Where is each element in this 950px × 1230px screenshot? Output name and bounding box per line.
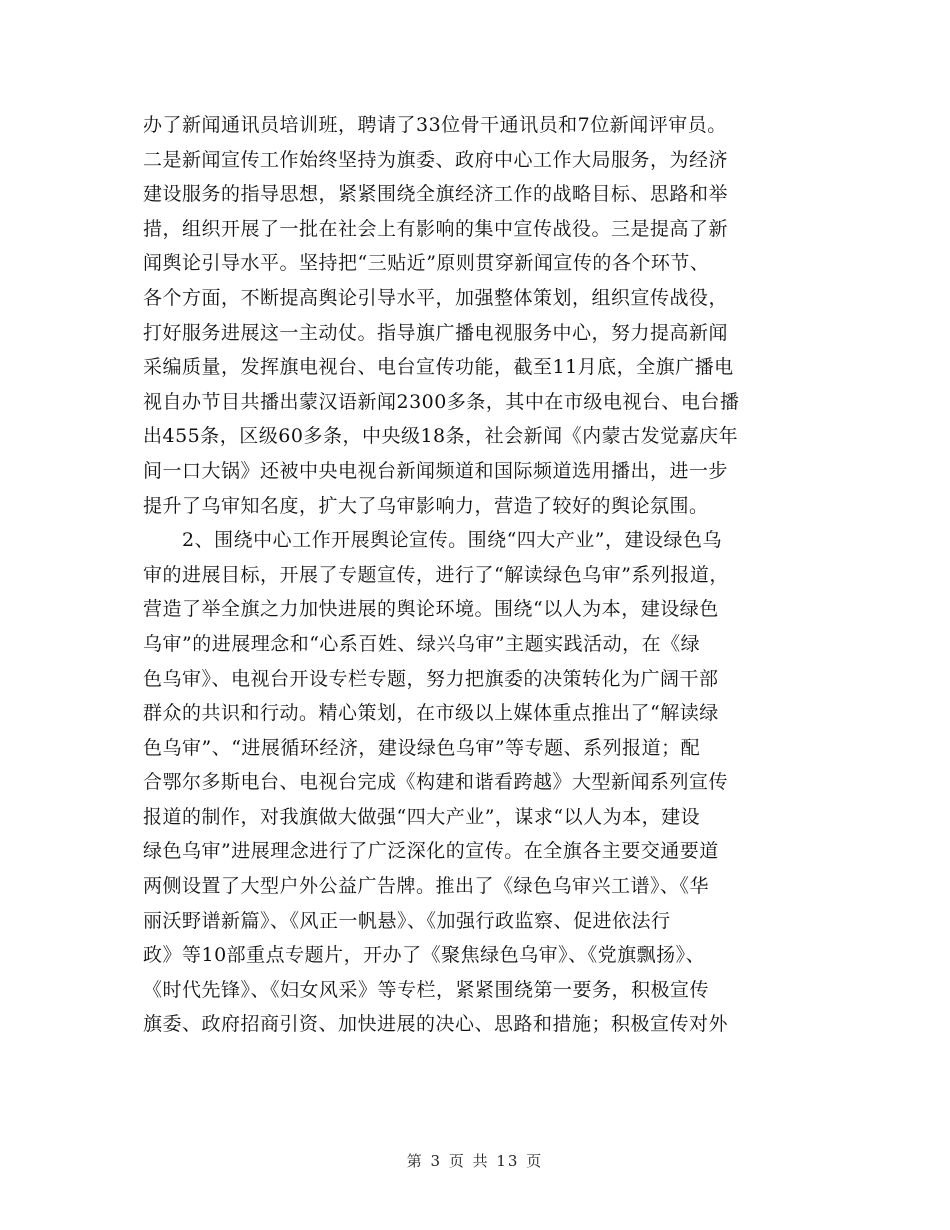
- text-line: 审的进展目标，开展了专题宣传，进行了“解读绿色乌审”系列报道，: [143, 563, 729, 586]
- text-line: 乌审”的进展理念和“心系百姓、绿兴乌审”主题实践活动，在《绿: [143, 632, 701, 655]
- text-line: 闻舆论引导水平。坚持把“三贴近”原则贯穿新闻宣传的各个环节、: [143, 252, 710, 275]
- text-line: 采编质量，发挥旗电视台、电台宣传功能，截至11月底，全旗广播电: [143, 356, 734, 379]
- text-line: 各个方面，不断提高舆论引导水平，加强整体策划，组织宣传战役，: [143, 286, 729, 309]
- text-line: 政》等10部重点专题片，开办了《聚焦绿色乌审》、《党旗飘扬》、: [143, 944, 706, 967]
- text-line: 色乌审》、电视台开设专栏专题，努力把旗委的决策转化为广阔干部: [143, 667, 719, 690]
- text-line: 绿色乌审”进展理念进行了广泛深化的宣传。在全旗各主要交通要道: [143, 840, 719, 863]
- text-line: 群众的共识和行动。精心策划，在市级以上媒体重点推出了“解读绿: [143, 702, 719, 725]
- page-number-footer: 第 3 页 共 13 页: [406, 1152, 544, 1170]
- text-line: 出455条，区级60多条，中央级18条，社会新闻《内蒙古发觉嘉庆年: [143, 425, 739, 448]
- text-line: 办了新闻通讯员培训班，聘请了33位骨干通讯员和7位新闻评审员。: [143, 114, 727, 136]
- text-line: 打好服务进展这一主动仗。指导旗广播电视服务中心，努力提高新闻: [143, 321, 729, 344]
- text-line: 间一口大锅》还被中央电视台新闻频道和国际频道选用播出，进一步: [143, 459, 729, 482]
- text-line: 建设服务的指导思想，紧紧围绕全旗经济工作的战略目标、思路和举: [143, 183, 729, 206]
- text-line: 二是新闻宣传工作始终坚持为旗委、政府中心工作大局服务，为经济: [143, 148, 729, 171]
- body-text: [143, 108, 803, 1042]
- text-line: 2、围绕中心工作开展舆论宣传。围绕“四大产业”，建设绿色乌: [143, 529, 723, 552]
- text-line: 旗委、政府招商引资、加快进展的决心、思路和措施；积极宣传对外: [143, 1013, 729, 1036]
- text-line: 合鄂尔多斯电台、电视台完成《构建和谐看跨越》大型新闻系列宣传: [143, 771, 729, 794]
- text-line: 视自办节目共播出蒙汉语新闻2300多条，其中在市级电视台、电台播: [143, 390, 740, 413]
- text-line: 报道的制作，对我旗做大做强“四大产业”，谋求“以人为本，建设: [143, 805, 701, 828]
- text-line: 两侧设置了大型户外公益广告牌。推出了《绿色乌审兴工谱》、《华: [143, 875, 710, 898]
- text-line: 提升了乌审知名度，扩大了乌审影响力，营造了较好的舆论氛围。: [143, 494, 709, 517]
- text-line: 丽沃野谱新篇》、《风正一帆悬》、《加强行政监察、促进依法行: [143, 909, 671, 932]
- text-line: 色乌审”、“进展循环经济，建设绿色乌审”等专题、系列报道；配: [143, 736, 701, 759]
- text-line: 措，组织开展了一批在社会上有影响的集中宣传战役。三是提高了新: [143, 217, 729, 240]
- text-line: 《时代先锋》、《妇女风采》等专栏，紧紧围绕第一要务，积极宣传: [143, 978, 710, 1001]
- text-line: 营造了举全旗之力加快进展的舆论环境。围绕“以人为本，建设绿色: [143, 598, 719, 621]
